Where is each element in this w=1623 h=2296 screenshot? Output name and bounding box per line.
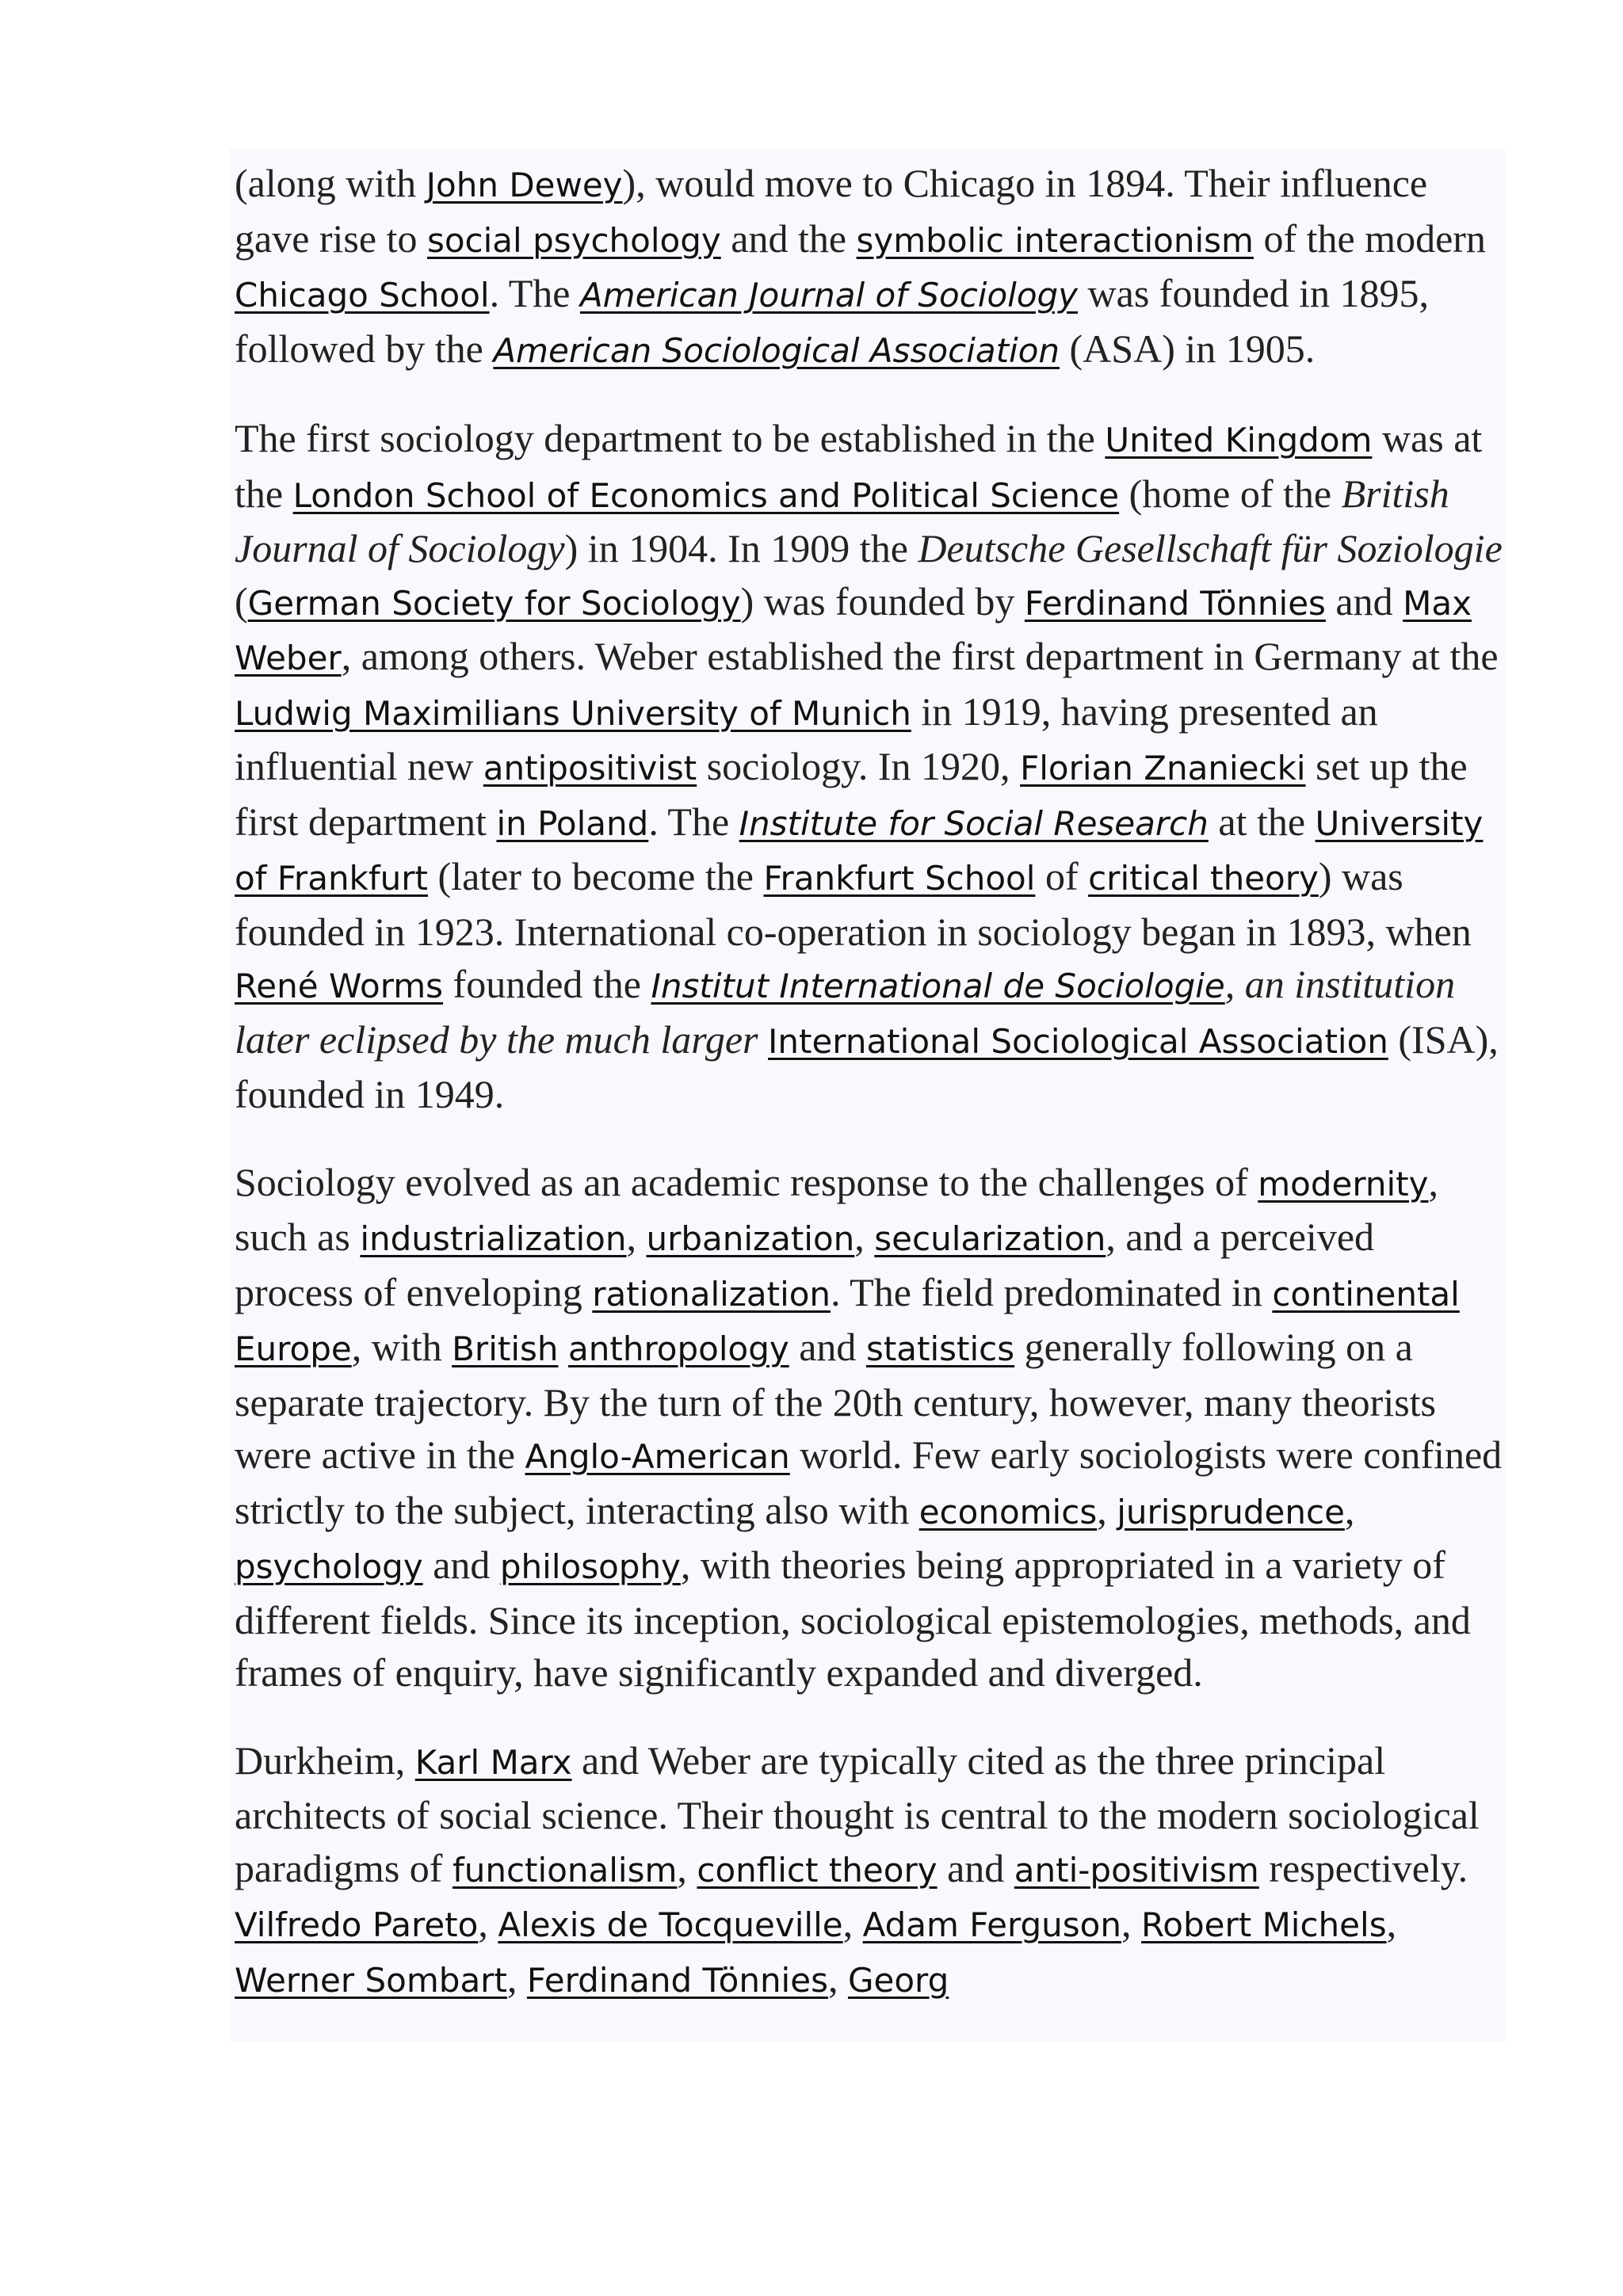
link-karl-marx[interactable]: Karl Marx: [414, 1742, 572, 1782]
text: sociology. In 1920,: [697, 744, 1021, 788]
text: was founded in 1895, followed by the: [235, 271, 1430, 371]
text: world. Few early sociologists were confined strictly to the subject, interacting also with: [235, 1432, 1503, 1532]
text: of: [1035, 854, 1089, 898]
link-german-society-for-sociology[interactable]: German Society for Sociology: [247, 583, 741, 623]
text: and: [422, 1543, 500, 1587]
text: (home of the: [1119, 471, 1342, 516]
text: ,: [626, 1215, 647, 1259]
link-psychology[interactable]: psychology: [235, 1547, 423, 1586]
paragraph-first-departments: [235, 412, 1503, 1121]
link-werner-sombart[interactable]: Werner Sombart: [235, 1960, 507, 2000]
link-in-poland[interactable]: in Poland: [496, 803, 649, 843]
link-florian-znaniecki[interactable]: Florian Znaniecki: [1020, 749, 1306, 788]
link-statistics[interactable]: statistics: [865, 1329, 1015, 1368]
text: , and a perceived process of enveloping: [235, 1215, 1375, 1314]
text: ,: [1386, 1901, 1397, 1945]
text: ) was founded by: [740, 578, 1025, 624]
link-secularization[interactable]: secularization: [874, 1219, 1106, 1258]
text: of the modern: [1253, 215, 1486, 261]
text: ), would move to Chicago in 1894. Their influence gave rise to: [235, 161, 1428, 261]
link-max-weber[interactable]: Max Weber: [235, 583, 1472, 677]
text: in 1919, having presented an influential new: [235, 688, 1378, 788]
link-antipositivist[interactable]: antipositivist: [483, 749, 697, 788]
article-body: [230, 149, 1506, 2042]
text: (: [235, 578, 248, 624]
link-ludwig-maximilians-university[interactable]: Ludwig Maximilians University of Munich: [235, 693, 911, 733]
link-international-sociological-association[interactable]: International Sociological Association: [767, 1021, 1388, 1061]
text: ,: [677, 1845, 697, 1890]
text: ,: [854, 1215, 875, 1259]
link-economics[interactable]: economics: [918, 1492, 1098, 1531]
text: (along with: [235, 161, 426, 205]
link-robert-michels[interactable]: Robert Michels: [1140, 1905, 1387, 1944]
link-jurisprudence[interactable]: jurisprudence: [1117, 1492, 1345, 1531]
link-ferdinand-tonnies[interactable]: Ferdinand Tönnies: [1024, 583, 1326, 623]
text: and the: [720, 215, 857, 261]
paragraph-chicago-school: [235, 157, 1503, 377]
link-adam-ferguson[interactable]: Adam Ferguson: [862, 1905, 1121, 1944]
link-critical-theory[interactable]: critical theory: [1088, 859, 1319, 898]
link-continental-europe[interactable]: continental Europe: [235, 1274, 1460, 1368]
text: ) was founded in 1923. International co-operation in sociology began in 1893, when: [235, 854, 1472, 954]
text: was at the: [235, 416, 1483, 516]
text: Sociology evolved as an academic response to the challenges of: [235, 1159, 1258, 1204]
link-functionalism[interactable]: functionalism: [452, 1850, 678, 1890]
text: Durkheim,: [235, 1737, 415, 1783]
text: (later to become the: [428, 854, 764, 898]
text: set up the first department: [235, 744, 1468, 844]
text: ,: [827, 1955, 848, 2000]
text: and: [937, 1845, 1014, 1890]
text: (ISA), founded in 1949.: [235, 1016, 1499, 1116]
text: , with theories being appropriated in a variety of different fields. Since its inception, sociological epistemologies, methods, and frames of enquiry, have significantly expanded and diverged.: [235, 1543, 1471, 1695]
link-john-dewey[interactable]: John Dewey: [426, 166, 623, 204]
society-name: Deutsche Gesellschaft für Soziologie: [918, 526, 1503, 570]
text: , an institution later eclipsed by the much larger: [235, 962, 1456, 1062]
link-american-sociological-association[interactable]: American Sociological Association: [493, 330, 1060, 370]
link-united-kingdom[interactable]: United Kingdom: [1105, 421, 1373, 460]
link-british[interactable]: British: [452, 1329, 559, 1368]
link-industrialization[interactable]: industrialization: [360, 1219, 627, 1258]
text: and: [789, 1325, 866, 1369]
link-anthropology[interactable]: anthropology: [568, 1329, 789, 1368]
text: and: [1325, 578, 1403, 624]
link-rene-worms[interactable]: René Worms: [235, 967, 444, 1005]
text: [559, 1325, 569, 1369]
link-chicago-school[interactable]: Chicago School: [235, 276, 490, 315]
text: generally following on a separate trajectory. By the turn of the 20th century, however, many theorists were active in the: [235, 1325, 1437, 1477]
text: . The: [489, 271, 580, 315]
text: and Weber are typically cited as the three principal architects of social science. Their thought is central to the modern sociological paradigms of: [235, 1737, 1480, 1890]
link-london-school-of-economics[interactable]: London School of Economics and Political Science: [292, 475, 1120, 515]
text: ,: [478, 1901, 498, 1945]
text: . The field predominated in: [831, 1269, 1273, 1314]
link-modernity[interactable]: modernity: [1258, 1164, 1429, 1203]
text: ,: [842, 1901, 863, 1945]
journal-title: British Journal of Sociology: [235, 471, 1449, 570]
text: ) in 1904. In 1909 the: [564, 526, 918, 570]
link-urbanization[interactable]: urbanization: [646, 1219, 855, 1258]
link-social-psychology[interactable]: social psychology: [426, 220, 721, 260]
text: (ASA) in 1905.: [1060, 326, 1316, 371]
text: respectively.: [1258, 1845, 1468, 1890]
text: at the: [1208, 799, 1316, 844]
link-institute-for-social-research[interactable]: Institute for Social Research: [739, 803, 1209, 843]
text: , with: [351, 1325, 453, 1369]
link-university-of-frankfurt[interactable]: University of Frankfurt: [235, 803, 1484, 898]
link-conflict-theory[interactable]: conflict theory: [697, 1850, 938, 1890]
text: . The: [648, 799, 739, 844]
link-alexis-de-tocqueville[interactable]: Alexis de Tocqueville: [498, 1905, 843, 1944]
text: ,: [506, 1955, 527, 2000]
text: ,: [1097, 1487, 1117, 1532]
text: The first sociology department to be established in the: [235, 416, 1106, 460]
link-philosophy[interactable]: philosophy: [499, 1547, 681, 1586]
paragraph-modernity: [235, 1156, 1503, 1699]
paragraph-principal-architects: [235, 1734, 1503, 2008]
link-rationalization[interactable]: rationalization: [592, 1274, 831, 1314]
link-georg[interactable]: Georg: [847, 1960, 949, 2000]
link-institut-international-de-sociologie[interactable]: Institut International de Sociologie: [651, 967, 1225, 1005]
link-american-journal-of-sociology[interactable]: American Journal of Sociology: [579, 276, 1079, 315]
text: , among others. Weber established the first department in Germany at the: [341, 634, 1499, 678]
text: , such as: [235, 1159, 1438, 1259]
text: founded the: [443, 962, 651, 1006]
link-frankfurt-school[interactable]: Frankfurt School: [763, 859, 1036, 898]
link-anti-positivism[interactable]: anti-positivism: [1014, 1850, 1259, 1890]
link-symbolic-interactionism[interactable]: symbolic interactionism: [856, 220, 1254, 260]
link-ferdinand-tonnies-2[interactable]: Ferdinand Tönnies: [526, 1960, 828, 2000]
link-vilfredo-pareto[interactable]: Vilfredo Pareto: [235, 1905, 479, 1944]
link-anglo-american[interactable]: Anglo-American: [525, 1437, 790, 1476]
text: ,: [1121, 1901, 1141, 1945]
text: ,: [1344, 1487, 1355, 1532]
